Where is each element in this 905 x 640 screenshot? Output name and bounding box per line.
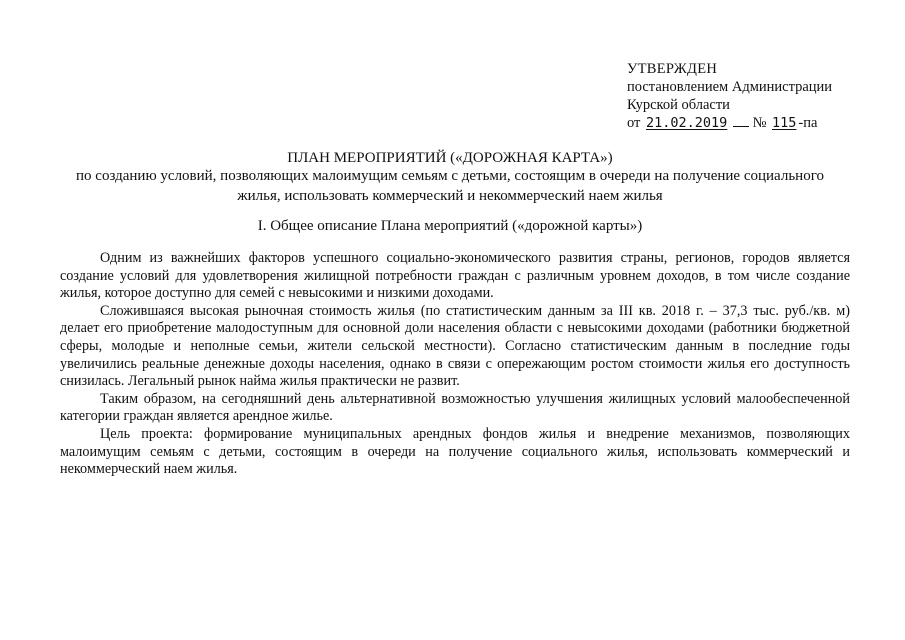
date-prefix: от [627, 115, 641, 131]
approval-title: УТВЕРЖДЕН [627, 61, 718, 77]
body-text [60, 250, 850, 479]
approval-line-1: постановлением Администрации [627, 79, 833, 95]
approval-line-2: Курской области [627, 97, 730, 113]
number-value: 115 [772, 115, 797, 131]
date-underline [733, 114, 741, 127]
subtitle-line-1: по созданию условий, позволяющих малоимущим семьям с детьми, состоящим в очереди на получение социального [76, 168, 824, 184]
paragraph-3: Таким образом, на сегодняшний день альтернативной возможностью улучшения жилищных условий малообеспеченной категории граждан является арендное жилье. [60, 390, 850, 425]
date-value: 21.02.2019 [646, 115, 728, 131]
document-title: ПЛАН МЕРОПРИЯТИЙ («ДОРОЖНАЯ КАРТА») [287, 150, 613, 166]
number-suffix: -па [798, 115, 818, 131]
document-subtitle [40, 166, 860, 206]
paragraph-4: Цель проекта: формирование муниципальных арендных фондов жилья и внедрение механизмов, позволяющих малоимущим семьям с детьми, состоящим в очереди на получение социального жилья, использовать коммерческий и некоммерческий наем жилья. [60, 425, 850, 478]
approval-date-line [627, 114, 897, 132]
approval-stamp [627, 60, 897, 132]
paragraph-1: Одним из важнейших факторов успешного социально-экономического развития страны, регионов, городов является создание условий для удовлетворения жилищной потребности граждан с различным уровнем доходов, в том числе создание жилья, которое доступно для семей с невысокими и низкими доходами. [60, 250, 850, 302]
paragraph-2: Сложившаяся высокая рыночная стоимость жилья (по статистическим данным за III кв. 2018 г. – 37,3 тыс. руб./кв. м) делает его приобретение малодоступным для основной доли населения области с невысокими доходами (работники бюджетной сферы, молодые и неполные семьи, жители сельской местности). Согласно статистическим данным в последние годы увеличились реальные денежные доходы населения, однако в связи с опережающим ростом стоимости жилья его доступность снизилась. Легальный рынок найма жилья практически не развит. [60, 302, 850, 390]
number-prefix: № [752, 115, 767, 131]
section-heading: I. Общее описание Плана мероприятий («дорожной карты») [257, 218, 643, 234]
date-underline-2 [741, 114, 749, 127]
subtitle-line-2: жилья, использовать коммерческий и некоммерческий наем жилья [237, 188, 663, 204]
